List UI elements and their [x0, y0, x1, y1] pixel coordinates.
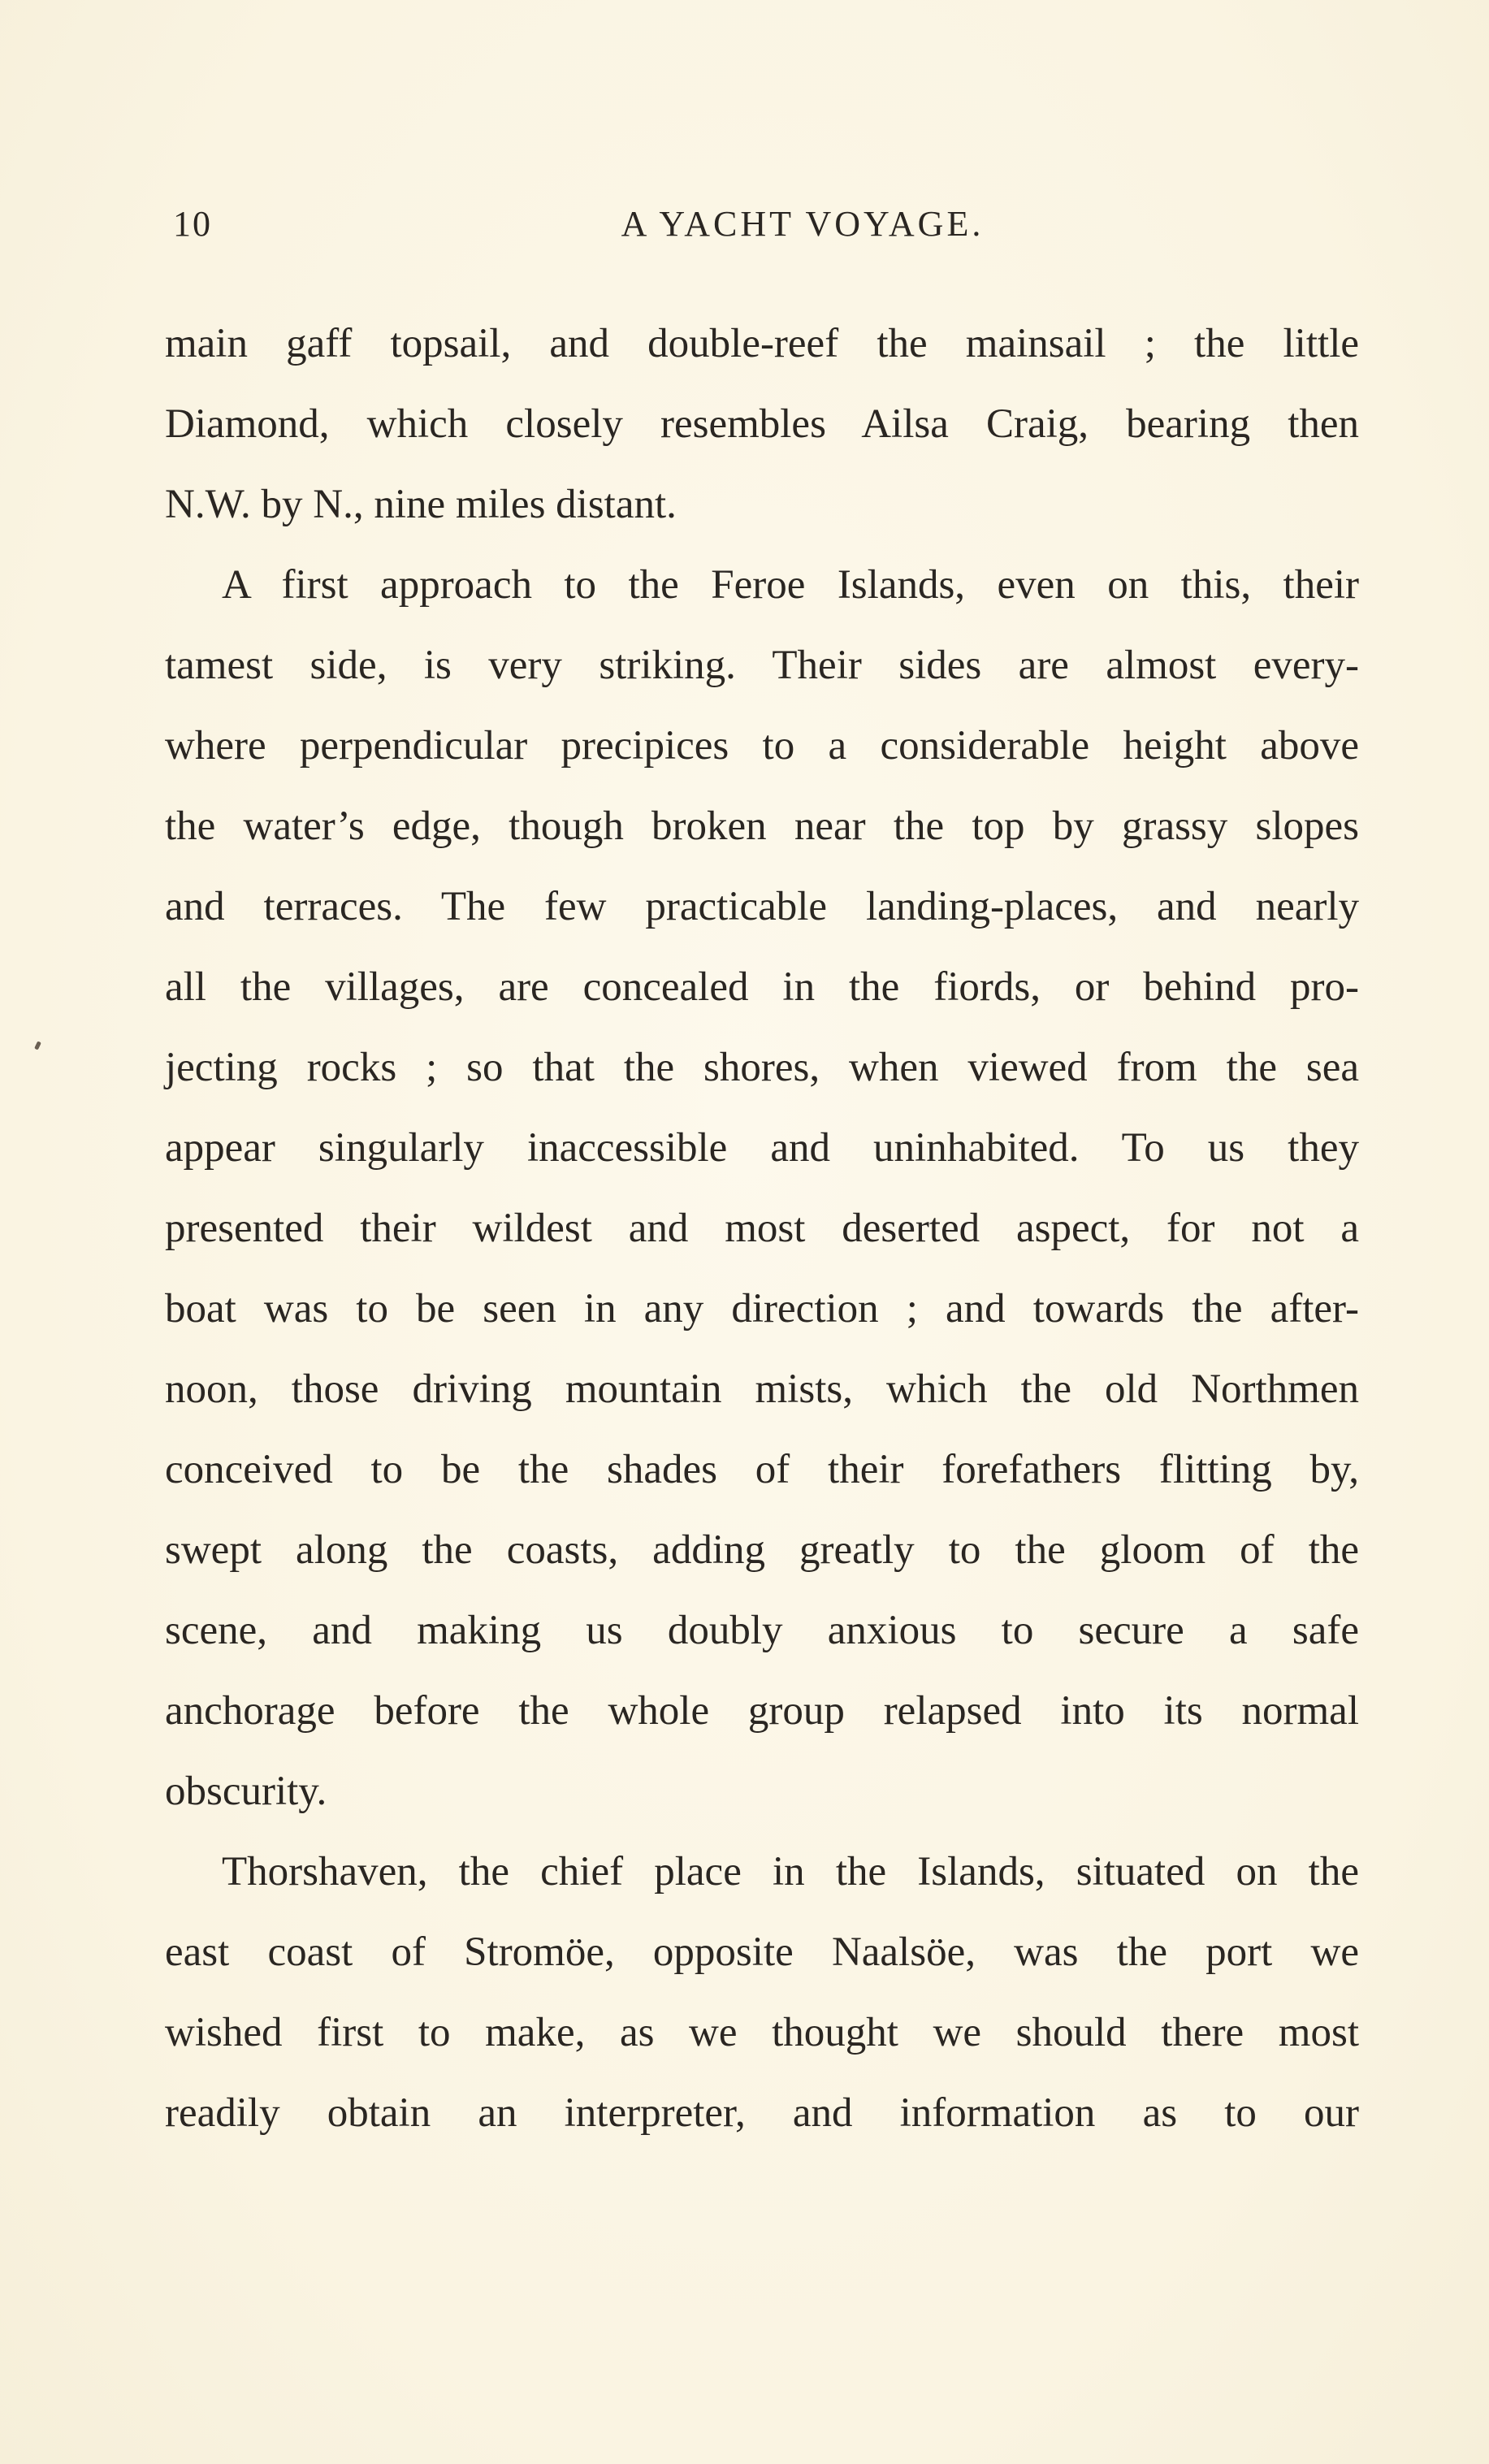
paragraph-1 — [165, 304, 1359, 545]
text-line: conceived to be the shades of their forefathers flitting by, — [165, 1447, 1359, 1492]
running-title: A YACHT VOYAGE. — [621, 204, 985, 244]
text-line: wished first to make, as we thought we should there most — [165, 2010, 1359, 2055]
text-line: noon, those driving mountain mists, which the old Northmen — [165, 1366, 1359, 1412]
text-line: Thorshaven, the chief place in the Islands, situated on the — [222, 1849, 1359, 1895]
text-line: where perpendicular precipices to a considerable height above — [165, 723, 1359, 769]
text-line: presented their wildest and most deserted aspect, for not a — [165, 1206, 1359, 1251]
text-line: main gaff topsail, and double-reef the mainsail ; the little — [165, 321, 1359, 366]
page-number: 10 — [173, 204, 212, 244]
text-line: tamest side, is very striking. Their sides are almost every- — [165, 643, 1359, 688]
text-line: boat was to be seen in any direction ; and towards the after- — [165, 1286, 1359, 1332]
text-line: N.W. by N., nine miles distant. — [165, 482, 677, 527]
text-line: jecting rocks ; so that the shores, when viewed from the sea — [165, 1045, 1359, 1090]
text-line: all the villages, are concealed in the fiords, or behind pro- — [165, 964, 1359, 1010]
text-line: east coast of Stromöe, opposite Naalsöe, was the port we — [165, 1929, 1359, 1975]
page-header — [173, 193, 1383, 250]
margin-ink-mark — [34, 1041, 41, 1050]
text-line: anchorage before the whole group relapsed into its normal — [165, 1688, 1359, 1734]
text-line: the water’s edge, though broken near the top by grassy slopes — [165, 803, 1359, 849]
text-line: A first approach to the Feroe Islands, even on this, their — [222, 562, 1359, 608]
text-line: swept along the coasts, adding greatly to the gloom of the — [165, 1527, 1359, 1573]
text-line: and terraces. The few practicable landing-places, and nearly — [165, 884, 1359, 929]
text-line: Diamond, which closely resembles Ailsa Craig, bearing then — [165, 401, 1359, 447]
text-line: scene, and making us doubly anxious to secure a safe — [165, 1608, 1359, 1653]
text-line: obscurity. — [165, 1769, 327, 1814]
body-text — [165, 304, 1359, 2154]
paragraph-2 — [165, 545, 1359, 1832]
paragraph-3 — [165, 1832, 1359, 2154]
text-line: readily obtain an interpreter, and information as to our — [165, 2090, 1359, 2136]
text-line: appear singularly inaccessible and uninhabited. To us they — [165, 1125, 1359, 1171]
